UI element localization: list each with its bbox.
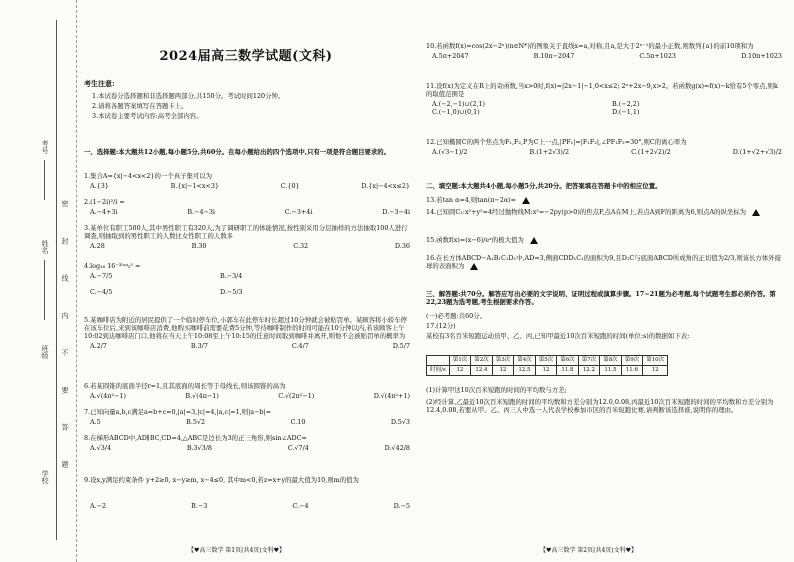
table-cell bbox=[427, 356, 450, 366]
table-cell: 11.8 bbox=[557, 365, 579, 375]
question-stem: 8.在梯形ABCD中,AD∥BC,CD=4,△ABC是边长为3的正三角形,则sin∠ADC= bbox=[84, 434, 307, 442]
answer-blank-triangle-icon bbox=[752, 209, 760, 216]
page-footer-right: 【♥高三数学 第2页(共4页)文科♥】 bbox=[540, 547, 637, 554]
question-7 bbox=[84, 408, 410, 426]
table-cell: 第3次 bbox=[492, 356, 514, 366]
table-cell: 11.5 bbox=[600, 365, 622, 375]
notice-item: 2.请将各题答案填写在答题卡上。 bbox=[92, 101, 188, 110]
option-c: C.(1+2√2)/2 bbox=[631, 148, 671, 156]
answer-blank-triangle-icon bbox=[522, 197, 530, 204]
option-a: A.{3} bbox=[90, 182, 109, 190]
table-cell: 12 bbox=[535, 365, 557, 375]
binding-strip bbox=[0, 0, 77, 562]
option-a: A.28 bbox=[90, 242, 105, 250]
option-d: D.(1+√2+√3)/2 bbox=[732, 148, 782, 156]
class-label: 班级 bbox=[41, 345, 49, 359]
time-table bbox=[426, 355, 668, 376]
table-cell: 12.2 bbox=[578, 365, 600, 375]
option-a: A.5π+2047 bbox=[432, 52, 469, 60]
answer-blank-triangle-icon bbox=[530, 237, 538, 244]
option-c: C.√(2π²−1) bbox=[278, 392, 315, 400]
notice-box bbox=[84, 80, 384, 122]
option-a: A.(√3−1)/2 bbox=[432, 148, 468, 156]
question-stem: 14.已知圆C₁:x²+y²=4经过抛物线M:x²=−2py(p>0)的焦点F,点A在M上,若点A到F的距离为6,则点A的纵坐标为 bbox=[426, 208, 747, 216]
table-cell: 12 bbox=[643, 365, 668, 375]
question-9 bbox=[84, 476, 410, 510]
notice-item: 3.本试卷主要考试内容:高考全部内容。 bbox=[92, 111, 203, 120]
table-cell: 第9次 bbox=[621, 356, 643, 366]
question-stem: 4.log₁₆ 16⁻³ˡᵒᵍ₂⁵ = bbox=[84, 262, 141, 270]
question-8 bbox=[84, 434, 410, 452]
question-11 bbox=[426, 82, 782, 116]
option-a: A.(−2,−1)∪(2,1) bbox=[432, 100, 486, 108]
option-c: C.(−1,0)∪(0,1) bbox=[432, 108, 480, 116]
required-subheading: (一)必考题:共60分。 bbox=[426, 312, 487, 320]
option-b: B.(1+2√3)/2 bbox=[529, 148, 570, 156]
question-12 bbox=[426, 138, 782, 156]
question-4 bbox=[84, 262, 410, 296]
option-a: A.2/7 bbox=[90, 342, 107, 350]
section-choice-heading: 一、选择题:本大题共12小题,每小题5分,共60分。在每小题给出的四个选项中,只有一项是符合题目要求的。 bbox=[84, 148, 391, 156]
question-10 bbox=[426, 42, 782, 60]
section-solution-heading: 三、解答题:共70分。解答应写出必要的文字说明、证明过程或演算步骤。17~21题为必考题,每个试题考生都必须作答。第22,23题为选考题,考生根据要求作答。 bbox=[426, 290, 776, 306]
option-c: C.−4/5 bbox=[90, 288, 113, 296]
option-d: D.−3−4i bbox=[382, 208, 410, 216]
option-d: D.36 bbox=[394, 242, 410, 250]
question-3 bbox=[84, 224, 410, 250]
seal-line bbox=[56, 20, 57, 540]
question-stem: 9.设x,y满足约束条件 y+2≥0, x−y≥m, x−4≤0, 其中m<0,若z=x+y的最大值为10,则m的值为 bbox=[84, 476, 359, 484]
time-table-wrap bbox=[426, 352, 782, 376]
table-cell: 12 bbox=[492, 365, 514, 375]
option-a: A.√3/4 bbox=[90, 444, 112, 452]
question-stem: 11.设f(x)为定义在R上的奇函数,当x>0时,f(x)=|2x−1|−1,0<x≤2; 2ˣ+2x−9,x>2。若函数g(x)=f(x)−k恰有5个零点,则k的取值范围是 bbox=[426, 82, 778, 98]
page-footer-left: 【♥高三数学 第1页(共4页)文科♥】 bbox=[188, 547, 285, 554]
table-cell: 第5次 bbox=[535, 356, 557, 366]
option-d: D.√(4π²+1) bbox=[373, 392, 410, 400]
question-stem: 6.若某圆锥的底面半径r=1,且其底面的周长等于母线长,则该圆锥的高为 bbox=[84, 382, 286, 390]
question-stem: 3.某单位有职工500人,其中男性职工有320人,为了调研职工的体能情况,按性别采用分层抽样的方法抽取100人进行调查,则抽取到的男性职工的人数比女性职工的人数多 bbox=[84, 224, 408, 240]
notice-item: 1.本试卷分选择题和非选择题两部分,共150分。考试时间120分钟。 bbox=[92, 91, 285, 100]
question-1 bbox=[84, 172, 410, 190]
option-d: D.5/7 bbox=[392, 342, 410, 350]
table-header-row bbox=[427, 356, 668, 366]
option-c: C.√7/4 bbox=[287, 444, 309, 452]
question-15 bbox=[426, 236, 782, 244]
option-b: B.3/7 bbox=[190, 342, 208, 350]
answer-blank-triangle-icon bbox=[470, 263, 478, 270]
table-cell: 第10次 bbox=[643, 356, 668, 366]
option-d: D.(−1,1) bbox=[612, 108, 640, 116]
option-c: C.4/7 bbox=[291, 342, 309, 350]
option-c: C.−3+4i bbox=[284, 208, 313, 216]
option-b: B.{x|−1<x<3} bbox=[170, 182, 219, 190]
option-c: C.5π+1023 bbox=[639, 52, 676, 60]
option-b: B.−4−3i bbox=[187, 208, 215, 216]
table-cell: 时间/s bbox=[427, 365, 450, 375]
question-stem: 16.在长方体ABCD−A₁B₁C₁D₁中,AD=3,侧面CDD₁C₁的面积为9,且D₁C与底面ABCD所成角的正切值为2/3,则该长方体外接球的表面积为 bbox=[426, 254, 782, 270]
table-cell: 12.5 bbox=[514, 365, 536, 375]
question-stem: 13.若tan α=4,则tan(π−2α)= bbox=[426, 196, 517, 204]
option-a: A.5 bbox=[90, 418, 101, 426]
option-d: D.5√3 bbox=[390, 418, 410, 426]
exam-no-label: 考号 bbox=[41, 140, 49, 154]
table-cell: 12 bbox=[449, 365, 471, 375]
option-c: C.−4 bbox=[292, 502, 309, 510]
name-label: 姓名 bbox=[41, 240, 49, 254]
option-b: B.−3 bbox=[191, 502, 208, 510]
question-14 bbox=[426, 208, 782, 216]
table-cell: 第6次 bbox=[557, 356, 579, 366]
table-cell: 12.4 bbox=[471, 365, 493, 375]
option-d: D.−5 bbox=[393, 502, 410, 510]
name-field-line bbox=[44, 260, 45, 320]
question-17-part-1: (1)计算甲这10次百米短跑的时间的平均数与方差; bbox=[426, 386, 567, 394]
option-b: B.10π−2047 bbox=[533, 52, 575, 60]
option-c: C.10 bbox=[290, 418, 306, 426]
exam-no-field-line bbox=[44, 160, 45, 200]
table-cell: 第2次 bbox=[471, 356, 493, 366]
table-cell: 第4次 bbox=[514, 356, 536, 366]
option-b: B.30 bbox=[191, 242, 207, 250]
question-2 bbox=[84, 198, 410, 216]
table-cell: 第8次 bbox=[600, 356, 622, 366]
option-d: D.√42/8 bbox=[384, 444, 410, 452]
option-a: A.√(4π²−1) bbox=[90, 392, 126, 400]
table-row bbox=[427, 365, 668, 375]
notice-heading: 考生注意: bbox=[84, 79, 115, 88]
school-label: 学校 bbox=[41, 470, 49, 484]
option-d: D.{x|−4<x≤2} bbox=[361, 182, 410, 190]
question-stem: 10.若函数f(x)=cos(2x−2ⁿ)(n∈N*)的图象关于直线x=a,对称,且a,是大于2ⁿ⁻¹的最小正数,则数列{a}的前10项和为 bbox=[426, 42, 754, 50]
table-cell: 第1次 bbox=[449, 356, 471, 366]
option-b: B.3√3/8 bbox=[186, 444, 212, 452]
option-b: B.5√2 bbox=[186, 418, 206, 426]
question-13 bbox=[426, 196, 782, 204]
option-a: A.−4+3i bbox=[90, 208, 118, 216]
question-16 bbox=[426, 254, 782, 270]
question-6 bbox=[84, 382, 410, 400]
question-stem: 12.已知椭圆C的两个焦点为F₁,F₂,P为C上一点,|PF₁|=|F₁F₂|,∠PF₁F₂=30°,则C的离心率为 bbox=[426, 138, 687, 146]
option-b: B.(−2,2) bbox=[612, 100, 640, 108]
question-stem: 1.集合A={x|−4<x<2}的一个真子集可以为 bbox=[84, 172, 213, 180]
question-stem: 5.某咖啡店为附近的居民提供了一个临时停车位,小郭车在此停车时长超过10分钟就会被贴罚单。某顾客将小轿车停在该车位后,来到该咖啡店消费,他购买咖啡前需要花费5分钟,等待咖啡制作的时间可能在10分钟以内,若该顾客上午10:02到达咖啡店门口,他将在当天上午10:08至上午10:15的任意时间取到咖啡并离开,则他不会被贴罚单的概率为 bbox=[84, 316, 408, 340]
table-cell: 11.6 bbox=[621, 365, 643, 375]
option-a: A.−2 bbox=[90, 502, 107, 510]
question-stem: 2.(1−2i)²/i = bbox=[84, 198, 125, 206]
table-cell: 第7次 bbox=[578, 356, 600, 366]
option-d: D.10π+1023 bbox=[741, 52, 782, 60]
option-b: B.√(4π−1) bbox=[185, 392, 219, 400]
question-17-part-2: (2)经计算,乙最近10次百米短跑的时间的平均数和方差分别为12.0,0.08,丙最近10次百米短跑的时间的平均数和方差分别为12.4,0.08,若要从甲、乙、丙三人中选一人代表学校参加市区的百米短跑比赛,请判断该选择谁,说明你的理由。 bbox=[426, 398, 774, 414]
option-c: C.32 bbox=[293, 242, 309, 250]
question-17-stem: 某校有3名百米短跑运动员甲、乙、丙,已知甲最近10次百米短跑的时间(单位:s)的数据如下表: bbox=[426, 332, 690, 340]
option-b: B.−3/4 bbox=[220, 272, 243, 280]
question-stem: 15.函数f(x)=(x−6)/eˣ的极大值为 bbox=[426, 236, 524, 244]
question-5 bbox=[84, 316, 410, 350]
seal-notice: 密 封 线 内 不 要 答 题 bbox=[61, 200, 69, 482]
option-c: C.{0} bbox=[280, 182, 300, 190]
question-17-heading: 17.(12分) bbox=[426, 322, 456, 330]
option-d: D.−5/3 bbox=[220, 288, 243, 296]
section-fill-heading: 二、填空题:本大题共4小题,每小题5分,共20分。把答案填在答题卡中的相应位置。 bbox=[426, 182, 662, 190]
option-a: A.−7/5 bbox=[90, 272, 113, 280]
page-title: 2024届高三数学试题(文科) bbox=[159, 49, 333, 64]
question-stem: 7.已知向量a,b,c满足a=b+c=0,|a|=3,|c|=4,|a,c|=1,则|a−b|= bbox=[84, 408, 272, 416]
